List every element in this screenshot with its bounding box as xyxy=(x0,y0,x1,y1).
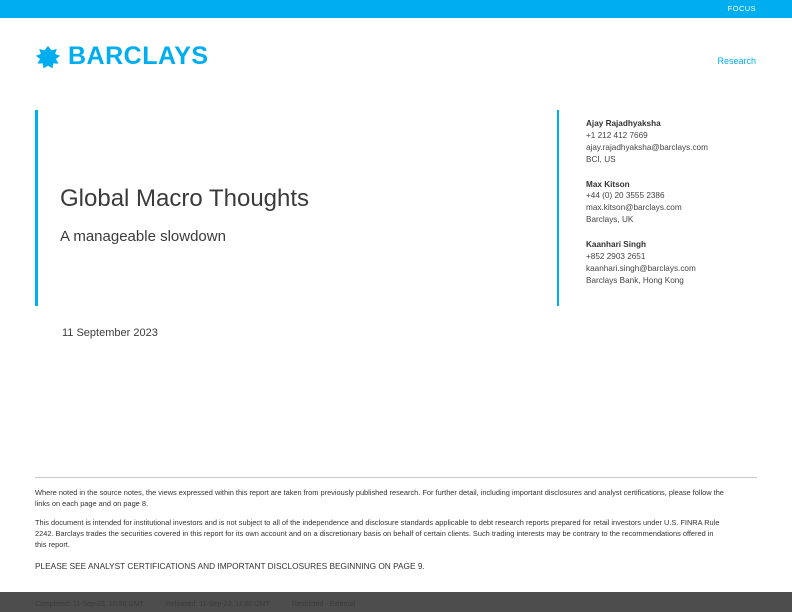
title-block xyxy=(60,185,530,246)
contact-entity: Barclays Bank, Hong Kong xyxy=(586,275,684,285)
footer-released: Released: 11-Sep-23, 11:00 GMT xyxy=(165,601,270,608)
contact-name: Ajay Rajadhyaksha xyxy=(586,119,661,128)
barclays-eagle-icon xyxy=(35,45,61,69)
disclaimer-paragraph-3: PLEASE SEE ANALYST CERTIFICATIONS AND IMPORTANT DISCLOSURES BEGINNING ON PAGE 9. xyxy=(35,560,425,571)
focus-label: FOCUS xyxy=(727,4,756,13)
disclaimer-block xyxy=(35,488,725,581)
contact-entity: Barclays, UK xyxy=(586,215,634,225)
research-label: Research xyxy=(717,56,756,66)
contacts-list xyxy=(586,118,766,300)
page-title: Global Macro Thoughts xyxy=(60,185,310,212)
footer-completed: Completed: 11-Sep-23, 10:56 GMT xyxy=(35,601,144,608)
contact-card xyxy=(586,179,766,227)
contact-card xyxy=(586,118,766,166)
footer-meta xyxy=(35,601,355,608)
top-accent-bar xyxy=(0,0,792,18)
brand-name: BARCLAYS xyxy=(68,42,209,70)
title-accent-rule xyxy=(35,110,38,306)
contact-phone: +44 (0) 20 3555 2386 xyxy=(586,191,665,201)
disclaimer-paragraph-1: Where noted in the source notes, the views expressed within this report are taken from previously published research. For further detail, including important disclosures and analyst certifications, please follow the links on each page and on page 8. xyxy=(35,488,724,508)
page-subtitle: A manageable slowdown xyxy=(60,227,226,245)
contact-name: Max Kitson xyxy=(586,179,630,189)
contact-phone: +852 2903 2651 xyxy=(586,252,646,262)
contacts-accent-rule xyxy=(557,110,559,306)
contact-email[interactable]: kaanhari.singh@barclays.com xyxy=(586,263,696,273)
contact-email[interactable]: max.kitson@barclays.com xyxy=(586,203,682,213)
publication-date: 11 September 2023 xyxy=(62,327,158,339)
disclaimer-paragraph-2: This document is intended for institutional investors and is not subject to all of the independence and disclosure standards applicable to debt research reports prepared for retail investors under U.S. FINRA Rule 2242. Barclays trades the securities covered in this report for its own account and on a discretionary basis on behalf of certain clients. Such trading interests may be contrary to the recommendations offered in this report. xyxy=(35,518,720,549)
contact-entity: BCI, US xyxy=(586,154,616,164)
footer-restriction: Restricted - External xyxy=(291,601,356,608)
contact-card xyxy=(586,239,766,287)
section-divider xyxy=(35,477,757,478)
brand-logo xyxy=(35,44,209,69)
contact-name: Kaanhari Singh xyxy=(586,240,647,250)
contact-email[interactable]: ajay.rajadhyaksha@barclays.com xyxy=(586,142,708,152)
contact-phone: +1 212 412 7669 xyxy=(586,130,648,140)
